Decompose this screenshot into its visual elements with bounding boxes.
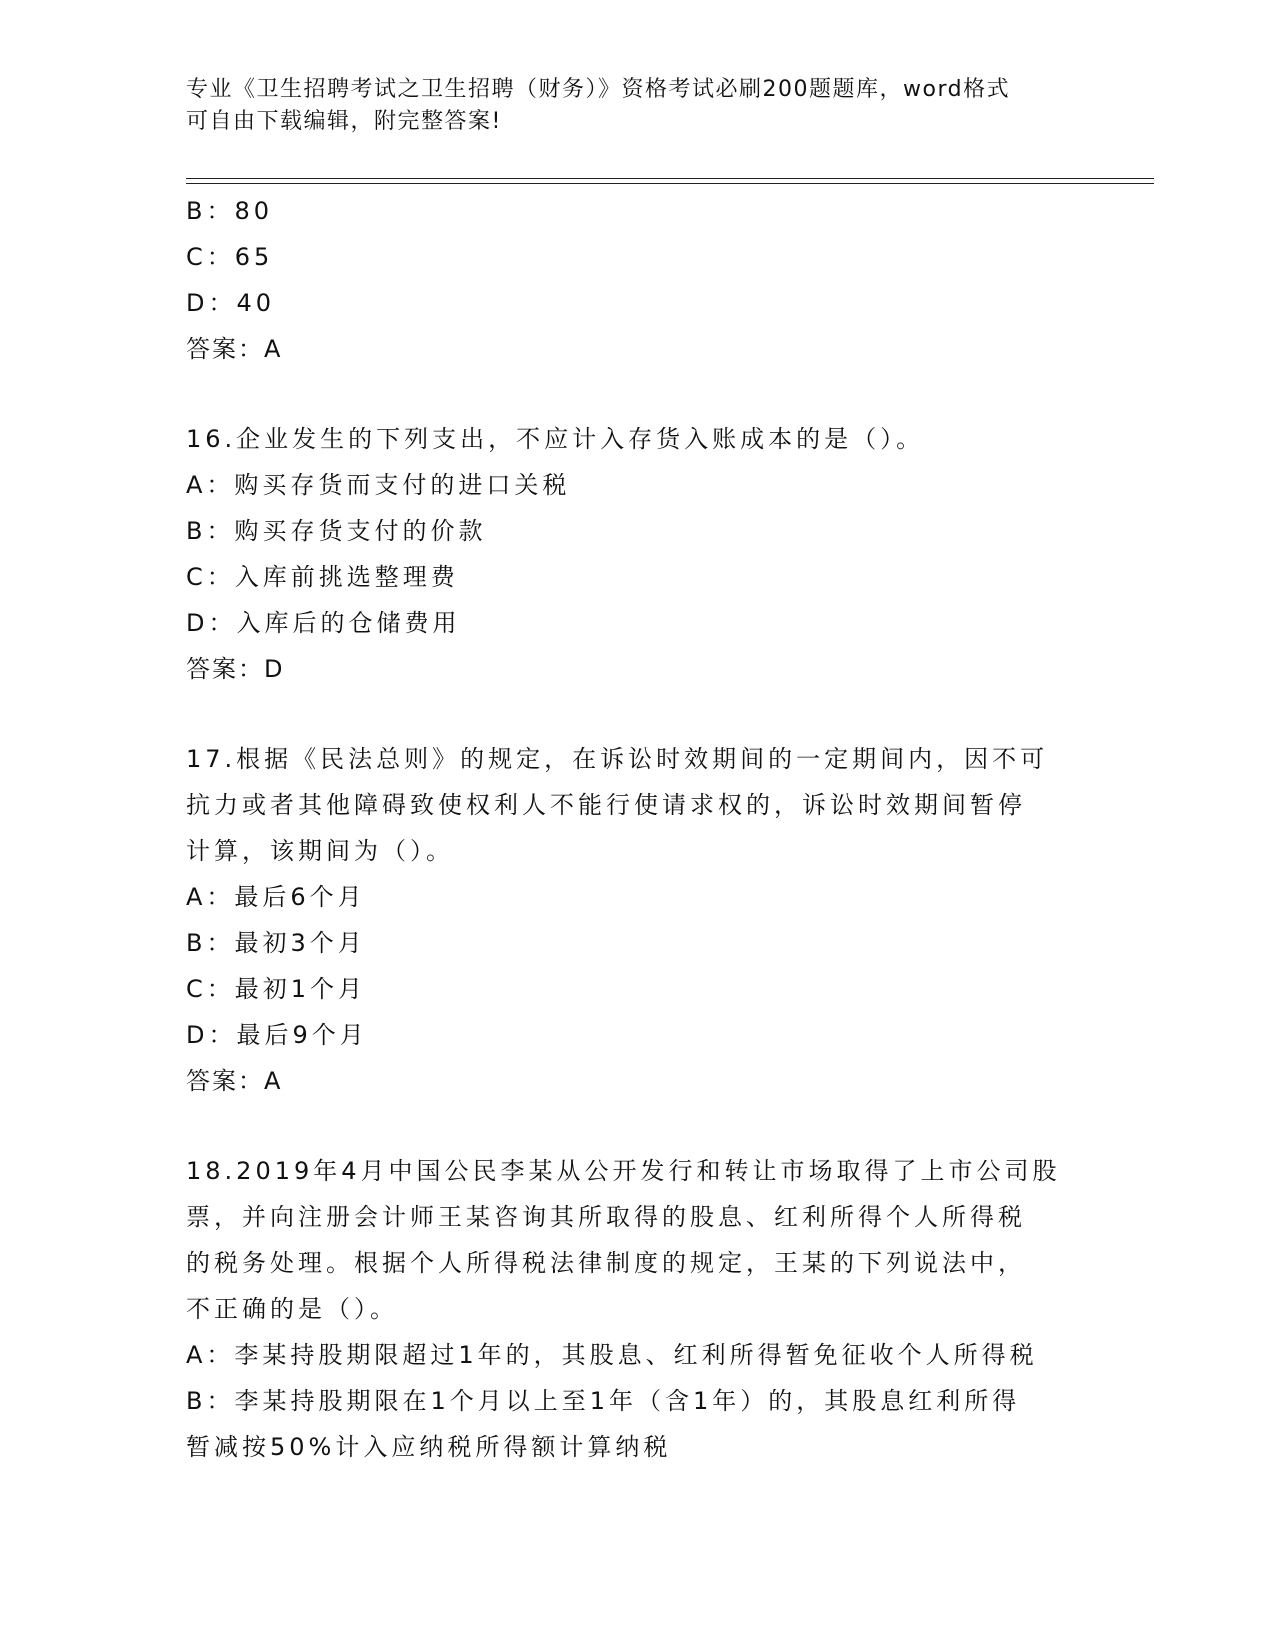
option-d: D：入库后的仓储费用 — [186, 609, 461, 637]
option-b-continuation: 暂减按50%计入应纳税所得额计算纳税 — [186, 1433, 672, 1461]
question-spacer — [186, 1104, 1086, 1148]
question-stem-line: 17.根据《民法总则》的规定，在诉讼时效期间的一定期间内，因不可 — [186, 745, 1049, 773]
option-c: C：最初1个月 — [186, 975, 367, 1003]
answer-line: 答案：A — [186, 335, 283, 363]
question-stem-line: 的税务处理。根据个人所得税法律制度的规定，王某的下列说法中， — [186, 1249, 1026, 1277]
question-stem-line: 18.2019年4月中国公民李某从公开发行和转让市场取得了上市公司股 — [186, 1157, 1061, 1185]
option-d: D：40 — [186, 289, 276, 317]
option-b: B：购买存货支付的价款 — [186, 517, 487, 545]
header-divider-top — [186, 178, 1154, 179]
option-b: B：最初3个月 — [186, 929, 366, 957]
question-stem-line: 不正确的是（）。 — [186, 1295, 398, 1323]
option-a: A：李某持股期限超过1年的，其股息、红利所得暂免征收个人所得税 — [186, 1341, 1038, 1369]
answer-line: 答案：A — [186, 1067, 283, 1095]
question-stem-line: 计算，该期间为（）。 — [186, 837, 454, 865]
question-spacer — [186, 692, 1086, 736]
question-16-block — [186, 416, 1086, 692]
header-divider-bottom — [186, 183, 1154, 184]
question-content — [186, 188, 1086, 1470]
question-stem-line: 抗力或者其他障碍致使权利人不能行使请求权的，诉讼时效期间暂停 — [186, 791, 1026, 819]
option-c: C：65 — [186, 243, 274, 271]
option-a: A：最后6个月 — [186, 883, 366, 911]
question-17-block — [186, 736, 1086, 1104]
header-title-line-1: 专业《卫生招聘考试之卫生招聘（财务）》资格考试必刷200题题库，word格式 — [186, 77, 1011, 102]
option-d: D：最后9个月 — [186, 1021, 368, 1049]
option-b: B：李某持股期限在1个月以上至1年（含1年）的，其股息红利所得 — [186, 1387, 1021, 1415]
document-header — [186, 74, 1086, 138]
option-b: B：80 — [186, 197, 274, 225]
question-stem-line: 票，并向注册会计师王某咨询其所取得的股息、红利所得个人所得税 — [186, 1203, 1026, 1231]
answer-line: 答案：D — [186, 655, 285, 683]
question-18-block — [186, 1148, 1086, 1470]
option-a: A：购买存货而支付的进口关税 — [186, 471, 571, 499]
question-stem: 16.企业发生的下列支出，不应计入存货入账成本的是（）。 — [186, 425, 925, 453]
question-15-block — [186, 188, 1086, 372]
question-spacer — [186, 372, 1086, 416]
header-title-line-2: 可自由下载编辑，附完整答案! — [186, 109, 502, 134]
option-c: C：入库前挑选整理费 — [186, 563, 459, 591]
